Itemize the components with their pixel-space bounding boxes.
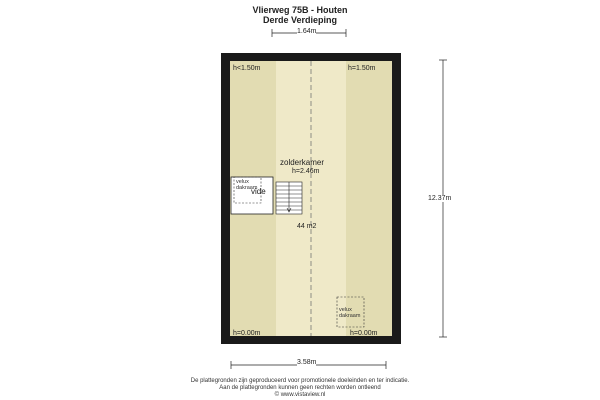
right-dimension-label: 12.37m: [428, 195, 452, 202]
floor-title: Derde Verdieping: [262, 15, 338, 25]
room-height: h=2.46m: [292, 168, 320, 175]
bottom-dimension-label: 3.58m: [297, 359, 317, 366]
copyright-line: © www.vistaview.nl: [274, 392, 326, 398]
address-title: Vlierweg 75B - Houten: [252, 5, 348, 15]
room-name: zolderkamer: [280, 158, 325, 167]
height-bottom-left: h=0.00m: [233, 330, 261, 337]
top-dimension-label: 1.64m: [297, 28, 317, 35]
room-area: 44 m2: [297, 223, 317, 230]
height-bottom-right: h=0.00m: [350, 330, 378, 337]
skylight-top-label: velux dakraam: [236, 179, 258, 191]
staircase: [276, 182, 302, 214]
skylight-bottom-label: velux dakraam: [339, 307, 361, 319]
disclaimer-line-2: Aan de plattegronden kunnen geen rechten worden ontleend: [219, 385, 381, 391]
height-top-right: h=1.50m: [348, 65, 376, 72]
void-label: vide: [251, 187, 266, 196]
disclaimer-line-1: De plattegronden zijn geproduceerd voor promotionele doeleinden en ter indicatie.: [190, 378, 410, 384]
height-top-left: h<1.50m: [233, 65, 261, 72]
